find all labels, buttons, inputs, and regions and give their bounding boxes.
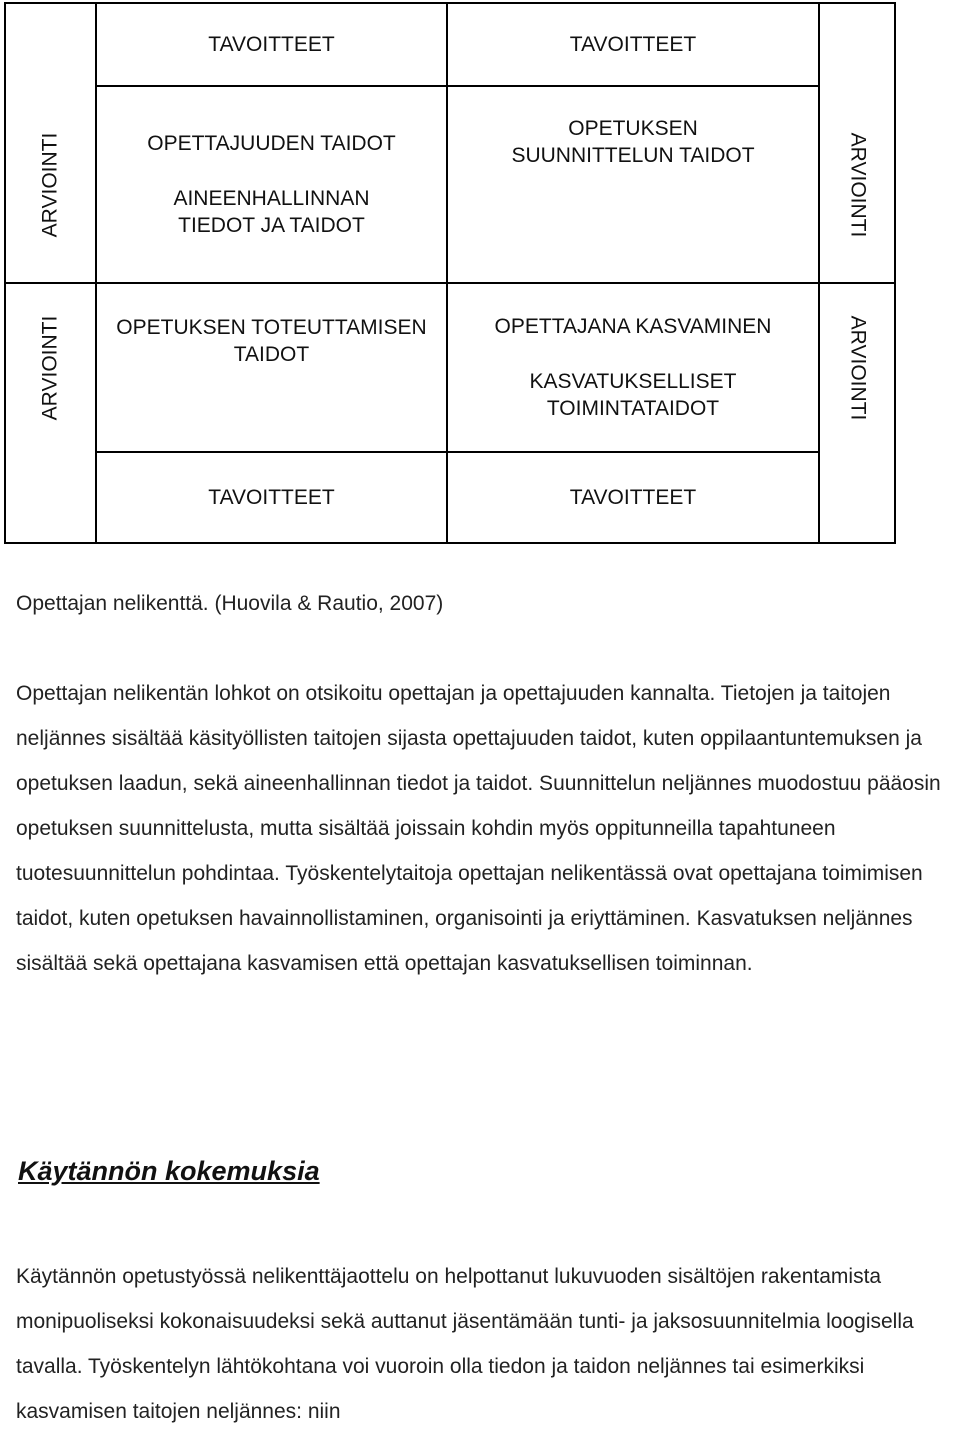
quadrant-title: OPETUKSEN SUUNNITTELUN TAIDOT xyxy=(511,117,755,167)
body-paragraph-2: Käytännön opetustyössä nelikenttäjaottelu on helpottanut lukuvuoden sisältöjen rakentamista monipuoliseksi kokonaisuudeksi sekä auttanut jäsentämään tunti- ja jaksosuunnitelmia loogisella tavalla. Työskentelyn lähtökohtana voi vuoroin olla tiedon ja taidon neljännes tai esimerkiksi kasvamisen taitojen neljännes: niin xyxy=(16,1265,914,1423)
quadrant-title: OPETTAJANA KASVAMINEN xyxy=(494,315,772,338)
section-heading: Käytännön kokemuksia xyxy=(18,1156,320,1186)
quadrant-knowledge-skills xyxy=(97,87,446,282)
quadrant-title: OPETUKSEN TOTEUTTAMISEN TAIDOT xyxy=(116,316,427,366)
teacher-quadrant-diagram xyxy=(4,2,896,544)
goals-bottom-right: TAVOITTEET xyxy=(569,486,697,509)
quadrant-subtitle: AINEENHALLINNAN TIEDOT JA TAIDOT xyxy=(173,187,370,237)
evaluation-left-bottom: ARVIOINTI xyxy=(38,315,62,420)
goals-top-right: TAVOITTEET xyxy=(569,33,697,56)
quadrant-title: OPETTAJUUDEN TAIDOT xyxy=(147,132,396,155)
goals-top-left: TAVOITTEET xyxy=(208,33,335,56)
quadrant-planning xyxy=(448,87,818,282)
evaluation-right-top: ARVIOINTI xyxy=(846,132,870,237)
quadrant-implementation xyxy=(97,284,446,451)
evaluation-left-top: ARVIOINTI xyxy=(38,132,62,237)
quadrant-subtitle: KASVATUKSELLISET TOIMINTATAIDOT xyxy=(529,370,737,420)
evaluation-right-bottom: ARVIOINTI xyxy=(846,315,870,420)
body-paragraph-1: Opettajan nelikentän lohkot on otsikoitu opettajan ja opettajuuden kannalta. Tietojen ja taitojen neljännes sisältää käsityöllisten taitojen sijasta opettajuuden taidot, kuten oppilaantuntemuksen ja opetuksen laadun, sekä aineenhallinnan tiedot ja taidot. Suunnittelun neljännes muodostuu pääosin opetuksen suunnittelusta, mutta sisältää joissain kohdin myös oppitunneilla tapahtuneen tuotesuunnittelun pohdintaa. Työskentelytaitoja opettajan nelikentässä ovat opettajana toimimisen taidot, kuten opetuksen havainnollistaminen, organisointi ja eriyttäminen. Kasvatuksen neljännes sisältää sekä opettajana kasvamisen että opettajan kasvatuksellisen toiminnan. xyxy=(16,682,941,975)
goals-bottom-left: TAVOITTEET xyxy=(208,486,335,509)
figure-caption: Opettajan nelikenttä. (Huovila & Rautio, 2007) xyxy=(16,592,444,615)
quadrant-growth xyxy=(448,284,818,451)
